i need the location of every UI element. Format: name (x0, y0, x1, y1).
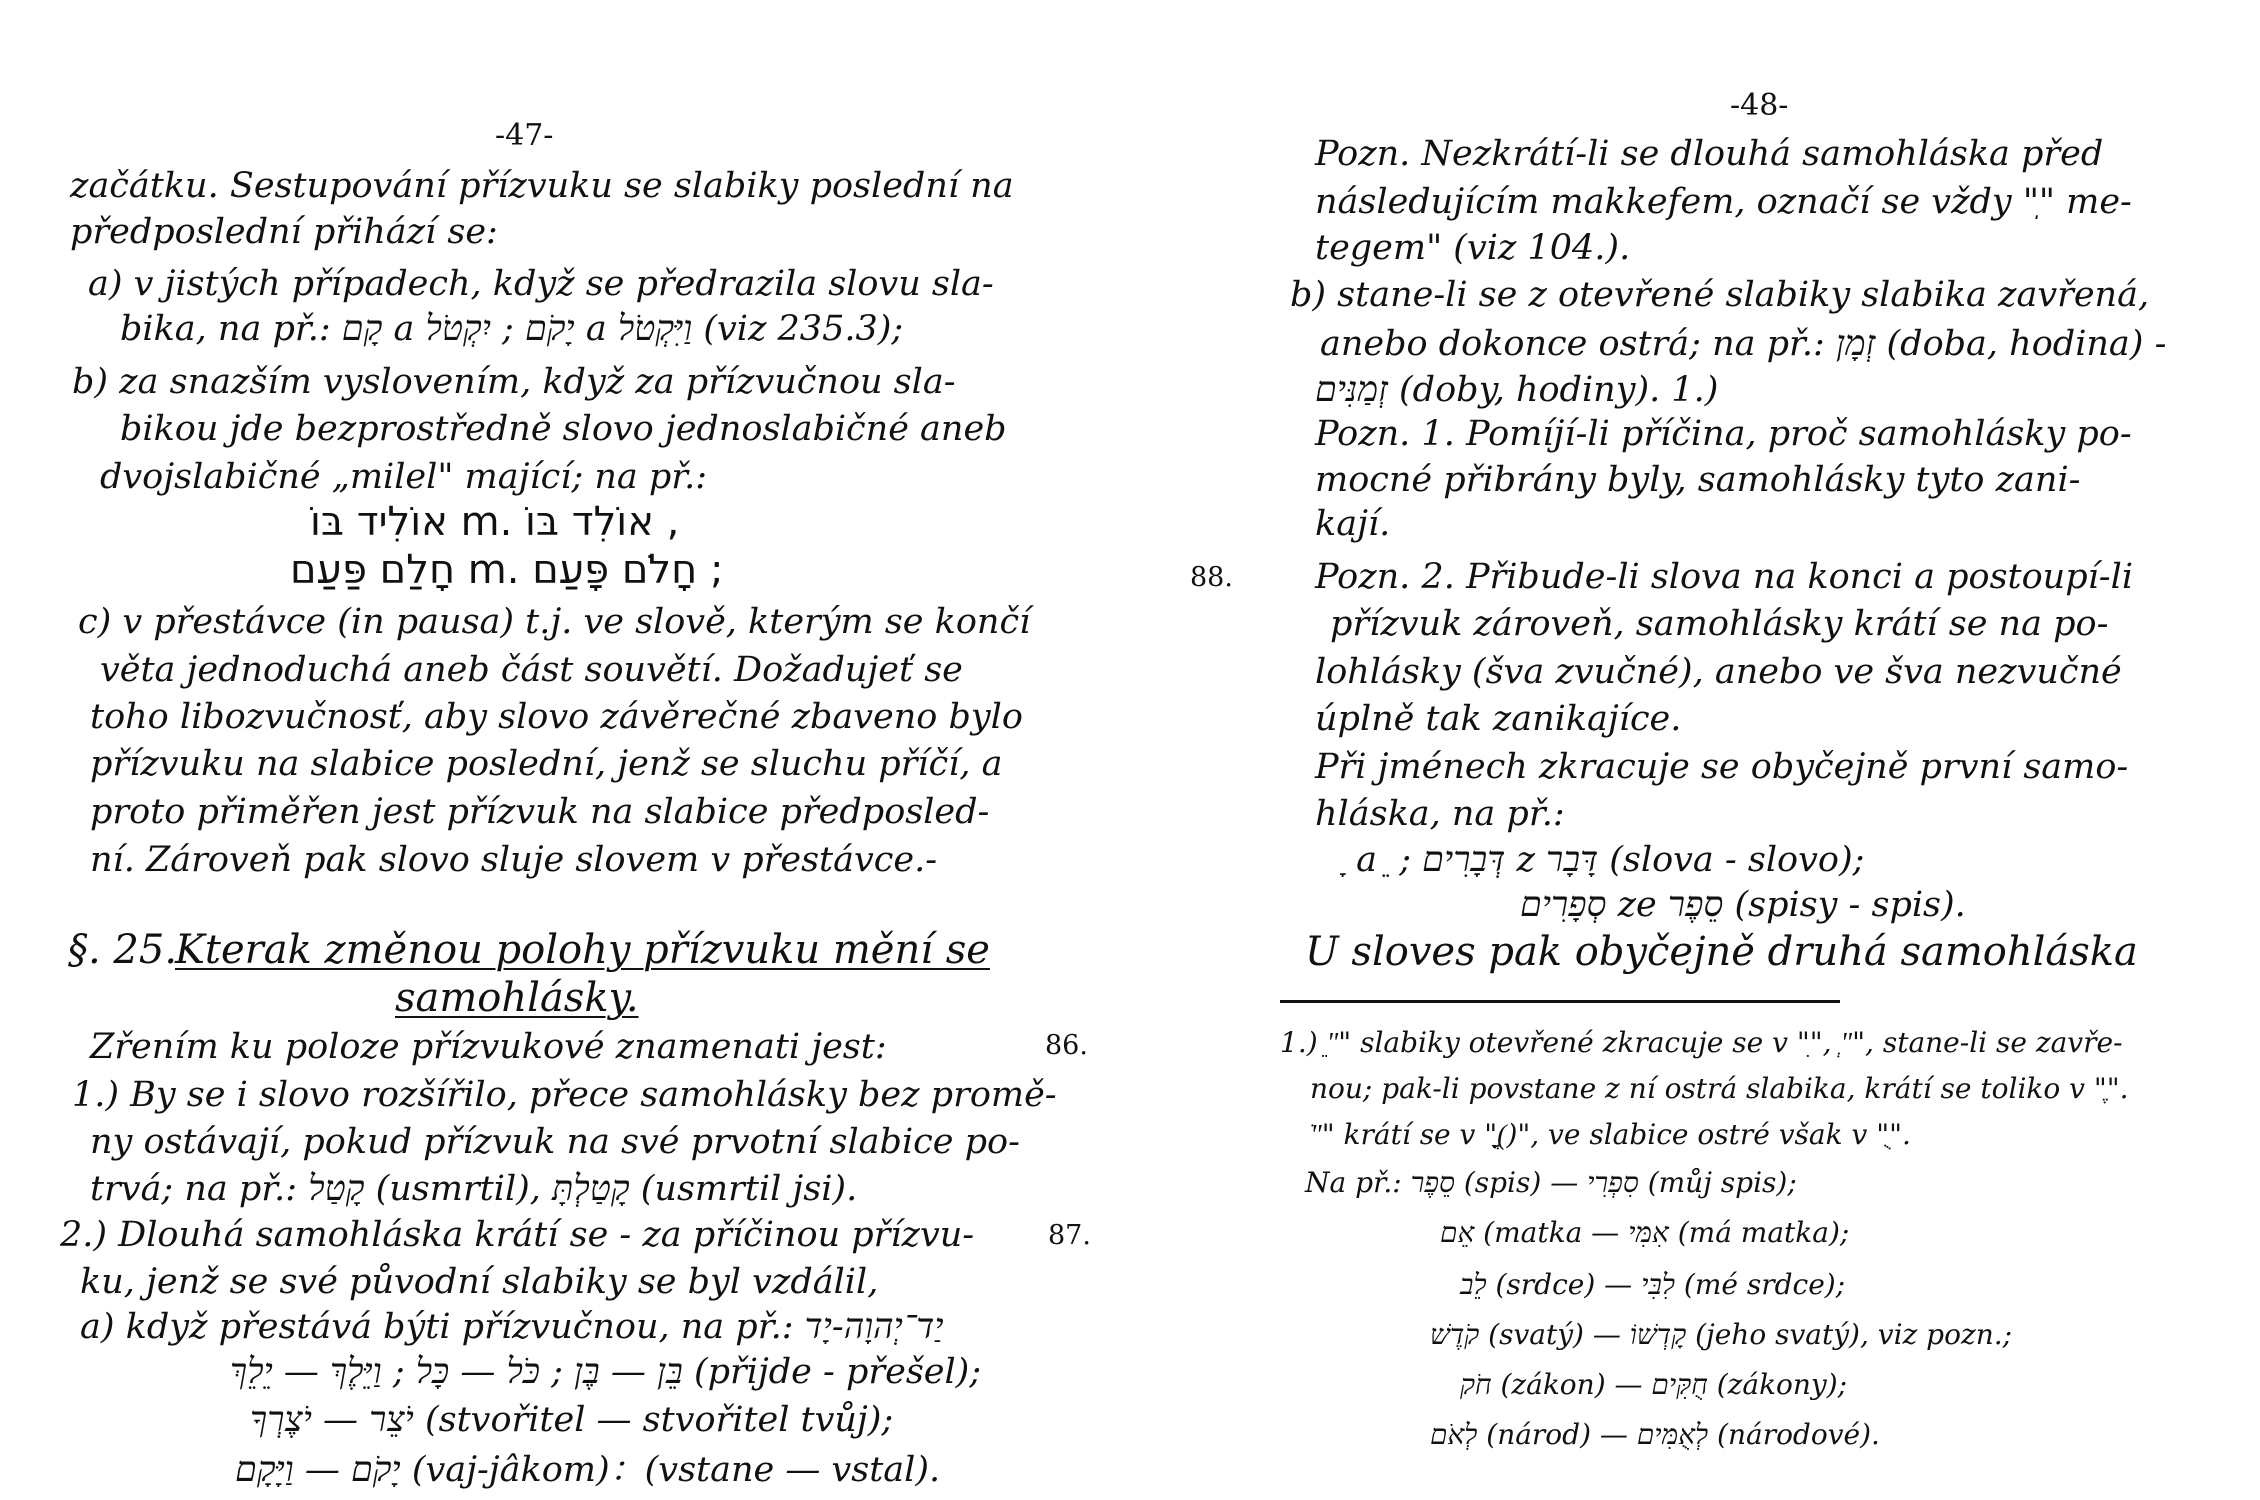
text-line: Pozn. Nezkrátí-li se dlouhá samohláska před (1315, 134, 2104, 174)
footnote-line: "ֹ" krátí se v "ָ(ֳ)", ve slabice ostré však v "ֻ". (1310, 1118, 1911, 1151)
text-line: věta jednoduchá aneb část souvětí. Dožadujeť se (100, 650, 963, 690)
footnote-line: לֵב (srdce) — לִבִּי (mé srdce); (1460, 1268, 1846, 1301)
text-line: toho libozvučnosť, aby slovo závěrečné zbaveno bylo (90, 697, 1023, 737)
footnote-line: nou; pak-li povstane z ní ostrá slabika, krátí se toliko v "ֶ". (1310, 1072, 2129, 1105)
text-line: následujícím makkefem, označí se vždy "ֽ" me- (1315, 182, 2132, 222)
margin-number: 87. (1048, 1220, 1091, 1251)
footnote-line: 1.) "ֵ" slabiky otevřené zkracuje se v "ִ", "ְ", stane-li se zavře- (1280, 1026, 2123, 1059)
section-heading-cont: samohlásky. (395, 975, 639, 1021)
hebrew-line: אוֹלִיד בּוֹ m. אוֹלִד בּוֹ , (310, 499, 680, 545)
hebrew-line: חָלַם פַּעַם m. חָלֹם פָּעַם ; (290, 547, 724, 593)
text-line: dvojslabičné „milel" mající; na př.: (100, 457, 708, 497)
text-line: bika, na př.: קָם a יָקֹם ; יִקְטֹל a וַיִּקְטֹל (viz 235.3); (120, 309, 904, 349)
section-heading: Kterak změnou polohy přízvuku mění se (175, 927, 990, 973)
section-label: §. 25. (68, 927, 178, 973)
margin-number: 88. (1190, 562, 1233, 593)
text-line: Pozn. 1. Pomíjí-li příčina, proč samohlásky po- (1315, 414, 2132, 454)
hebrew-line: יֹצֵר — יֹצֶרְךָ (stvořitel — stvořitel tvůj); (250, 1400, 894, 1440)
text-line: 2.) Dlouhá samohláska krátí se - za příčinou přízvu- (60, 1215, 975, 1255)
text-line: b) stane-li se z otevřené slabiky slabika zavřená, (1290, 275, 2150, 315)
hebrew-line: סְפָרִים ze סֵפֶר (spisy - spis). (1520, 885, 1966, 925)
footnote-line: Na př.: סֵפֶר (spis) — סִפְרִי (můj spis); (1305, 1166, 1797, 1199)
page-number: -47- (495, 118, 554, 153)
text-line: ní. Zároveň pak slovo sluje slovem v přestávce.- (90, 840, 938, 880)
text-line: Zřením ku poloze přízvukové znamenati jest: (90, 1027, 887, 1067)
text-line: U sloves pak obyčejně druhá samohláska (1305, 929, 2138, 975)
page-number: -48- (1730, 88, 1789, 123)
text-line: přízvuku na slabice poslední, jenž se sluchu příčí, a (90, 744, 1003, 784)
text-line: b) za snazším vyslovením, když za přízvučnou sla- (72, 362, 956, 402)
text-line: mocné přibrány byly, samohlásky tyto zani- (1315, 460, 2081, 500)
text-line: c) v přestávce (in pausa) t.j. ve slově, kterým se končí (78, 602, 1031, 642)
text-line: hláska, na př.: (1315, 794, 1565, 834)
hebrew-line: יָקֹם — וַיָּקָם (vaj-jâkom)：(vstane — vstal). (235, 1450, 941, 1490)
text-line: ny ostávají, pokud přízvuk na své prvotní slabice po- (90, 1122, 1020, 1162)
text-line: ku, jenž se své původní slabiky se byl vzdálil, (80, 1262, 879, 1302)
footnote-line: לְאֹם (národ) — לְאֻמִּים (národové). (1430, 1418, 1880, 1451)
text-line: kají. (1315, 504, 1391, 544)
text-line: a) v jistých případech, když se předrazila slovu sla- (88, 264, 994, 304)
text-line: 1.) By se i slovo rozšířilo, přece samohlásky bez promě- (72, 1075, 1057, 1115)
footnote-line: אֵם (matka — אִמִּי (má matka); (1440, 1216, 1850, 1249)
text-line: trvá; na př.: קָטַל (usmrtil), קָטַלְתָּ (usmrtil jsi). (90, 1169, 858, 1209)
margin-number: 86. (1045, 1030, 1088, 1061)
text-line: lohlásky (šva zvučné), anebo ve šva nezvučné (1315, 652, 2122, 692)
page-48 (1130, 0, 2260, 1500)
footnote-line: חֹק (zákon) — חֻקִּים (zákony); (1460, 1368, 1848, 1401)
hebrew-line: ָ a ֵ ; דְּבָרִים z דָּבָר (slova - slovo); (1345, 840, 1865, 880)
footnote-line: קֹדֶשׁ (svatý) — קָדְשׁוֹ (jeho svatý), viz pozn.; (1430, 1318, 2013, 1351)
text-line: anebo dokonce ostrá; na př.: זְמָן (doba, hodina) - (1320, 324, 2167, 364)
text-line: זְמַנִּים (doby, hodiny). 1.) (1315, 370, 1719, 410)
text-line: a) když přestává býti přízvučnou, na př.: יַד־יְהוָה-יָד (80, 1307, 944, 1347)
text-line: předposlední přihází se: (70, 212, 498, 252)
text-line: tegem" (viz 104.). (1315, 228, 1631, 268)
text-line: Při jménech zkracuje se obyčejně první samo- (1315, 747, 2129, 787)
footnote-divider (1280, 1000, 1840, 1003)
hebrew-line: בֵּן — בֶּן ; כֹּל — כָּל ; וַיֵּלֶךְ — יֵלֵךְ (přijde - přešel); (230, 1352, 982, 1392)
text-line: bikou jde bezprostředně slovo jednoslabičné aneb (120, 409, 1007, 449)
text-line: přízvuk zároveň, samohlásky krátí se na po- (1330, 604, 2109, 644)
text-line: začátku. Sestupování přízvuku se slabiky poslední na (70, 166, 1014, 206)
text-line: proto přiměřen jest přízvuk na slabice předposled- (90, 792, 990, 832)
text-line: úplně tak zanikajíce. (1315, 699, 1682, 739)
text-line: Pozn. 2. Přibude-li slova na konci a postoupí-li (1315, 557, 2134, 597)
